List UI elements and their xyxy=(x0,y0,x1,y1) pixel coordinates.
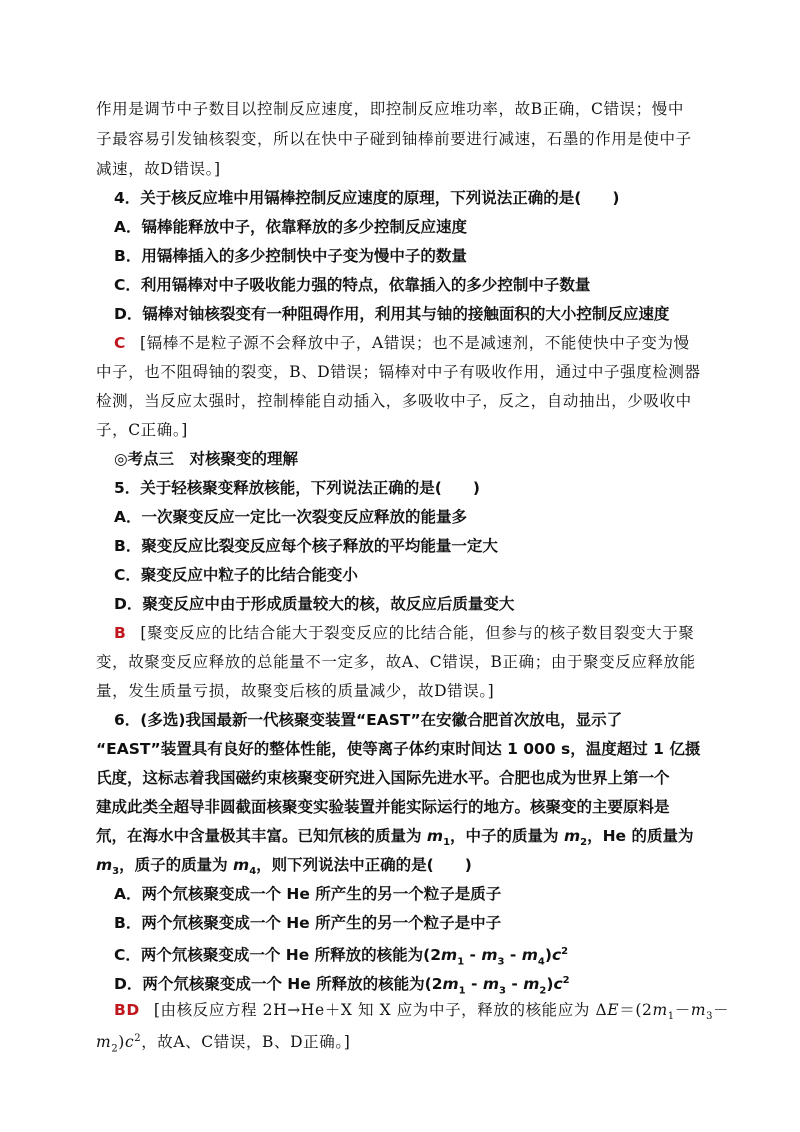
answer-label: B xyxy=(114,624,127,642)
question-5-explanation: B [聚变反应的比结合能大于裂变反应的比结合能，但参与的核子数目裂变大于聚 xyxy=(114,624,695,642)
question-6-stem: 建成此类全超导非圆截面核聚变实验装置并能实际运行的地方。核聚变的主要原料是 xyxy=(96,798,670,816)
question-4-stem: 4．关于核反应堆中用镉棒控制反应速度的原理，下列说法正确的是( ) xyxy=(114,189,620,207)
question-6-stem: 氏度，这标志着我国磁约束核聚变研究进入国际先进水平。合肥也成为世界上第一个 xyxy=(96,769,670,787)
question-6-stem: $m_3$，质子的质量为 $m_4$，则下列说法中正确的是( ) xyxy=(96,856,472,878)
question-6-stem: 6．(多选)我国最新一代核聚变装置“EAST”在安徽合肥首次放电，显示了 xyxy=(114,711,623,729)
explanation-line: $m_2)c^2$，故A、C错误，B、D正确。] xyxy=(96,1033,351,1055)
question-4-option-b: B．用镉棒插入的多少控制快中子变为慢中子的数量 xyxy=(114,247,467,265)
question-5-option-a: A．一次聚变反应一定比一次裂变反应释放的能量多 xyxy=(114,508,467,526)
question-6-option-d: D．两个氘核聚变成一个 He 所释放的核能为$(2m_1 - m_3 - m_2)c^2$ xyxy=(114,975,570,997)
question-4-explanation: C [镉棒不是粒子源不会释放中子，A错误；也不是减速剂，不能使快中子变为慢 xyxy=(114,334,690,352)
question-6-option-a: A．两个氘核聚变成一个 He 所产生的另一个粒子是质子 xyxy=(114,885,502,903)
explanation-line: 子最容易引发铀核裂变，所以在快中子碰到铀棒前要进行减速，石墨的作用是使中子 xyxy=(96,130,692,148)
question-6-stem: 氘，在海水中含量极其丰富。已知氘核的质量为 $m_1$，中子的质量为 $m_2$，He 的质量为 xyxy=(96,827,694,849)
question-4-option-a: A．镉棒能释放中子，依靠释放的多少控制反应速度 xyxy=(114,218,467,236)
question-5-option-c: C．聚变反应中粒子的比结合能变小 xyxy=(114,566,358,584)
explanation-line: 减速，故D错误。] xyxy=(96,160,221,178)
explanation-line: 变，故聚变反应释放的总能量不一定多，故A、C错误，B正确；由于聚变反应释放能 xyxy=(96,653,696,671)
answer-label: BD xyxy=(114,1001,140,1019)
question-6-option-b: B．两个氘核聚变成一个 He 所产生的另一个粒子是中子 xyxy=(114,914,502,932)
question-6-stem: “EAST”装置具有良好的整体性能，使等离子体约束时间达 1 000 s，温度超过 1 亿摄 xyxy=(96,740,701,758)
question-4-option-d: D．镉棒对铀核裂变有一种阻碍作用，利用其与铀的接触面积的大小控制反应速度 xyxy=(114,305,670,323)
explanation-line: 量，发生质量亏损，故聚变后核的质量减少，故D错误。] xyxy=(96,682,495,700)
section-heading: ◎考点三 对核聚变的理解 xyxy=(114,450,299,468)
question-6-option-c: C．两个氘核聚变成一个 He 所释放的核能为$(2m_1 - m_3 - m_4)c^2$ xyxy=(114,946,569,968)
question-5-option-d: D．聚变反应中由于形成质量较大的核，故反应后质量变大 xyxy=(114,595,515,613)
explanation-line: 中子，也不阻碍铀的裂变，B、D错误；镉棒对中子有吸收作用，通过中子强度检测器 xyxy=(96,363,701,381)
explanation-line: 检测，当反应太强时，控制棒能自动插入，多吸收中子，反之，自动抽出，少吸收中 xyxy=(96,392,692,410)
question-4-option-c: C．利用镉棒对中子吸收能力强的特点，依靠插入的多少控制中子数量 xyxy=(114,276,591,294)
explanation-line: 作用是调节中子数目以控制反应速度，即控制反应堆功率，故B正确，C错误；慢中 xyxy=(96,100,684,118)
question-6-explanation: BD [由核反应方程 2H→He＋X 知 X 应为中子，释放的核能应为 $\Delta E=(2m_1-m_3-$ xyxy=(114,1001,730,1023)
question-5-stem: 5．关于轻核聚变释放核能，下列说法正确的是( ) xyxy=(114,479,480,497)
question-5-option-b: B．聚变反应比裂变反应每个核子释放的平均能量一定大 xyxy=(114,537,498,555)
answer-label: C xyxy=(114,334,126,352)
explanation-line: 子，C正确。] xyxy=(96,421,188,439)
